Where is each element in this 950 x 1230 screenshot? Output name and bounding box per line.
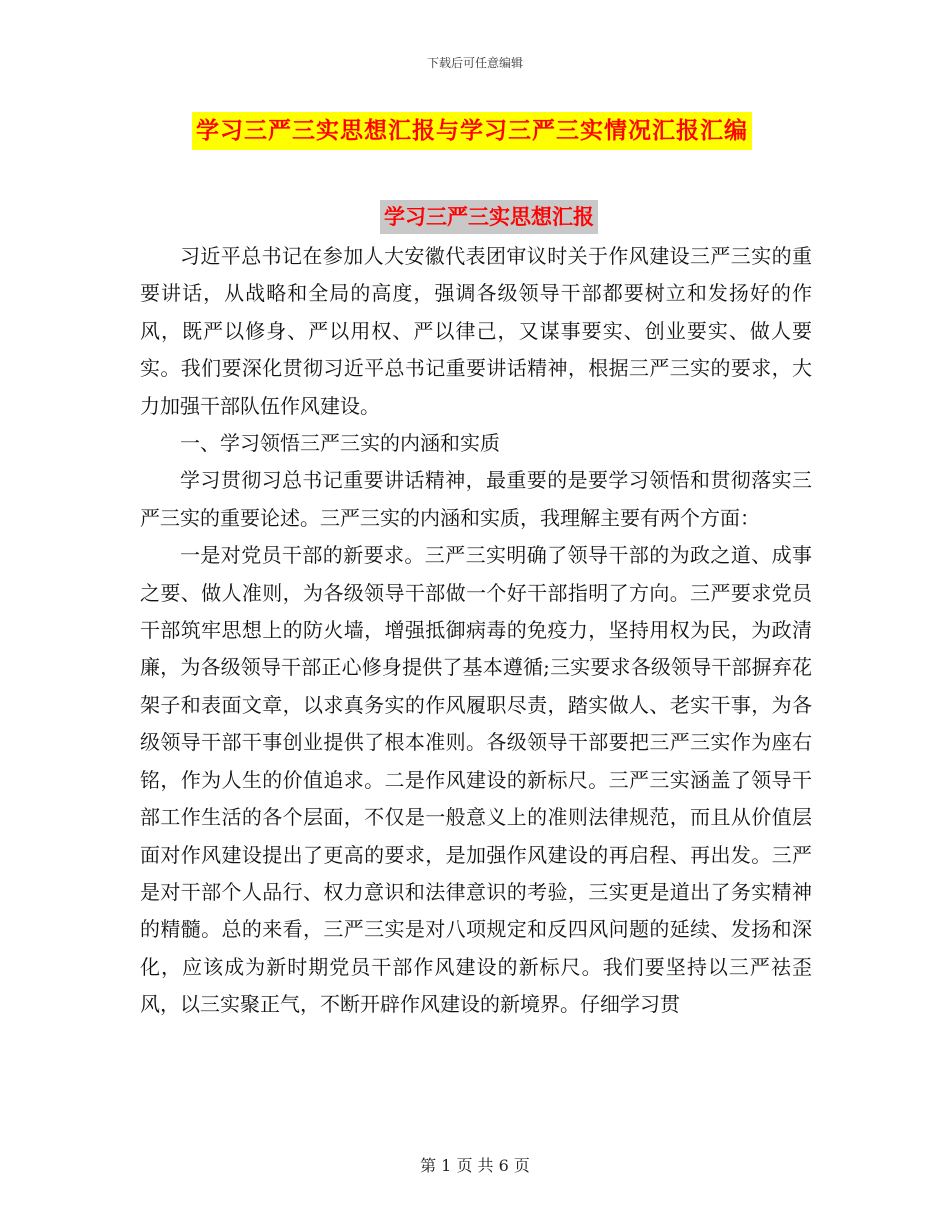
paragraph: 一、学习领悟三严三实的内涵和实质 — [180, 431, 500, 456]
header-note: 下载后可任意编辑 — [426, 56, 523, 70]
paragraph: 一是对党员干部的新要求。三严三实明确了领导干部的为政之道、成事之要、做人准则，为各级领导干部做一个好干部指明了方向。三严要求党员干部筑牢思想上的防火墙，增强抵御病毒的免疫力，坚持用权为民，为政清廉，为各级领导干部正心修身提供了基本遵循;三实要求各级领导干部摒弃花架子和表面文章，以求真务实的作风履职尽责，踏实做人、老实干事，为各级领导干部干事创业提供了根本准则。各级领导干部要把三严三实作为座右铭，作为人生的价值追求。二是作风建设的新标尺。三严三实涵盖了领导干部工作生活的各个层面，不仅是一般意义上的准则法律规范，而且从价值层面对作风建设提出了更高的要求，是加强作风建设的再启程、再出发。三严是对干部个人品行、权力意识和法律意识的考验，三实更是道出了务实精神的精髓。总的来看，三严三实是对八项规定和反四风问题的延续、发扬和深化，应该成为新时期党员干部作风建设的新标尺。我们要坚持以三严祛歪风，以三实聚正气，不断开辟作风建设的新境界。仔细学习贯 — [140, 543, 812, 1017]
document-title: 学习三严三实思想汇报与学习三严三实情况汇报汇编 — [192, 112, 752, 150]
paragraph: 习近平总书记在参加人大安徽代表团审议时关于作风建设三严三实的重要讲话，从战略和全局的高度，强调各级领导干部都要树立和发扬好的作风，既严以修身、严以用权、严以律己，又谋事要实、创业要实、做人要实。我们要深化贯彻习近平总书记重要讲话精神，根据三严三实的要求，大力加强干部队伍作风建设。 — [140, 244, 812, 418]
page-number: 第 1 页 共 6 页 — [420, 1156, 530, 1175]
paragraph: 学习贯彻习总书记重要讲话精神，最重要的是要学习领悟和贯彻落实三严三实的重要论述。三严三实的内涵和实质，我理解主要有两个方面： — [140, 468, 812, 530]
body-text — [140, 238, 812, 1024]
section-title: 学习三严三实思想汇报 — [380, 200, 598, 234]
